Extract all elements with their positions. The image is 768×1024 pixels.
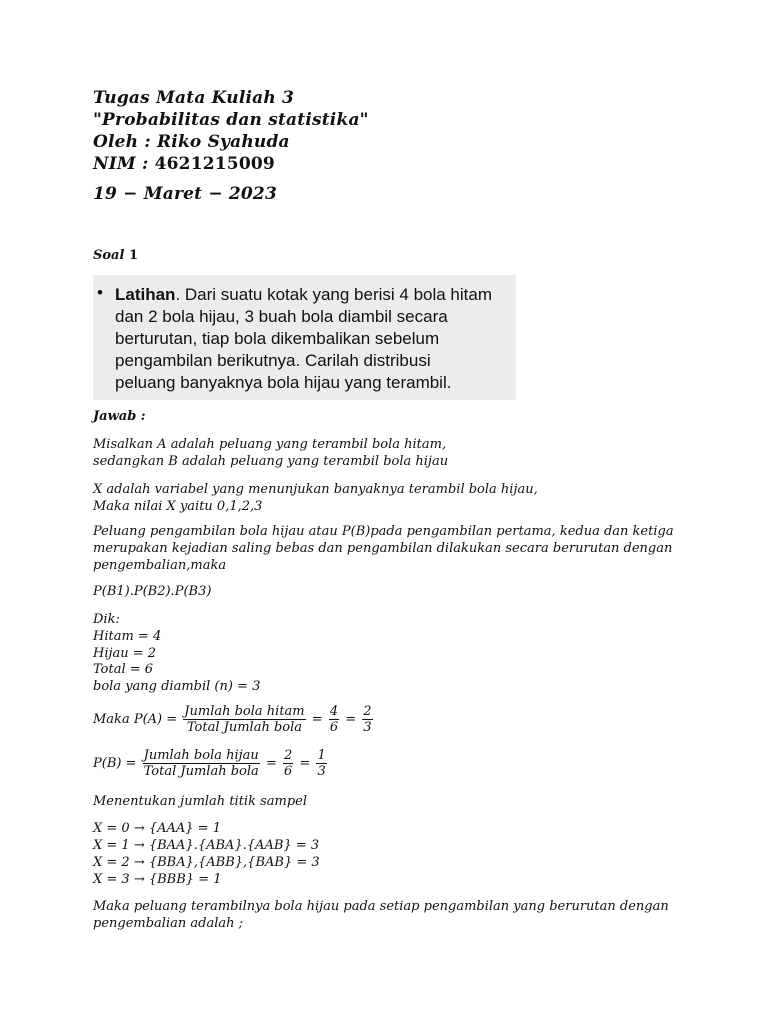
closing-line-1: Maka peluang terambilnya bola hijau pada setiap pengambilan yang berurutan dengan <box>93 899 669 914</box>
author-line: Oleh : Riko Syahuda <box>93 132 290 152</box>
soal-heading: Soal 1 <box>93 248 138 263</box>
date-line: 19 − Maret − 2023 <box>93 184 277 204</box>
paragraph-1-line-2: sedangkan B adalah peluang yang terambil bola hijau <box>93 454 449 469</box>
sample-title: Menentukan jumlah titik sampel <box>93 794 308 809</box>
dik-hijau: Hijau = 2 <box>93 646 157 661</box>
paragraph-2-line-1: X adalah variabel yang menunjukan banyaknya terambil bola hijau, <box>93 482 538 497</box>
sample-row-2: X = 2 → {BBA},{ABB},{BAB} = 3 <box>93 855 320 870</box>
nim-line <box>93 154 275 174</box>
formula-pb: P(B) = $\frac{\text{Jumlah bola hijau}}{\text{Total Jumlah bola}}$ = $\frac{2}{6}$ = $\frac{1}{3}$ <box>93 748 326 779</box>
formula-pa: Maka P(A) = $\frac{\text{Jumlah bola hitam}}{\text{Total Jumlah bola}}$ = $\frac{4}{6}$ = $\frac{2}{3}$ <box>93 704 372 735</box>
dik-total: Total = 6 <box>93 662 154 677</box>
answer-label: Jawab : <box>93 409 146 424</box>
assignment-title: Tugas Mata Kuliah 3 <box>93 88 295 108</box>
course-name: "Probabilitas dan statistika" <box>93 110 369 130</box>
problem-line-2: dan 2 bola hijau, 3 buah bola diambil secara <box>115 307 448 326</box>
paragraph-1-line-1: Misalkan A adalah peluang yang terambil bola hitam, <box>93 437 447 452</box>
dik-n: bola yang diambil (n) = 3 <box>93 679 261 694</box>
closing-line-2: pengembalian adalah ; <box>93 916 243 931</box>
nim-label: NIM : <box>93 154 155 174</box>
paragraph-3-line-2: merupakan kejadian saling bebas dan pengambilan dilakukan secara berurutan dengan <box>93 541 673 556</box>
paragraph-3-line-1: Peluang pengambilan bola hijau atau P(B)pada pengambilan pertama, kedua dan ketiga <box>93 524 674 539</box>
paragraph-2-line-2: Maka nilai X yaitu 0,1,2,3 <box>93 499 263 514</box>
problem-image <box>93 275 516 400</box>
problem-line-1: Latihan. Dari suatu kotak yang berisi 4 bola hitam <box>115 285 493 304</box>
problem-line-5: peluang banyaknya bola hijau yang terambil. <box>115 373 452 392</box>
paragraph-3-line-3: pengembalian,maka <box>93 558 227 573</box>
sample-row-1: X = 1 → {BAA}.{ABA}.{AAB} = 3 <box>93 838 320 853</box>
nim-value: 4621215009 <box>154 154 275 174</box>
bullet-icon: • <box>97 283 103 302</box>
formula-pb-product: P(B1).P(B2).P(B3) <box>93 584 212 599</box>
dik-hitam: Hitam = 4 <box>93 629 162 644</box>
problem-line-4: pengambilan berikutnya. Carilah distribusi <box>115 351 431 370</box>
dik-label: Dik: <box>93 612 120 627</box>
sample-row-0: X = 0 → {AAA} = 1 <box>93 821 221 836</box>
sample-row-3: X = 3 → {BBB} = 1 <box>93 872 222 887</box>
problem-line-3: berturutan, tiap bola dikembalikan sebelum <box>115 329 440 348</box>
